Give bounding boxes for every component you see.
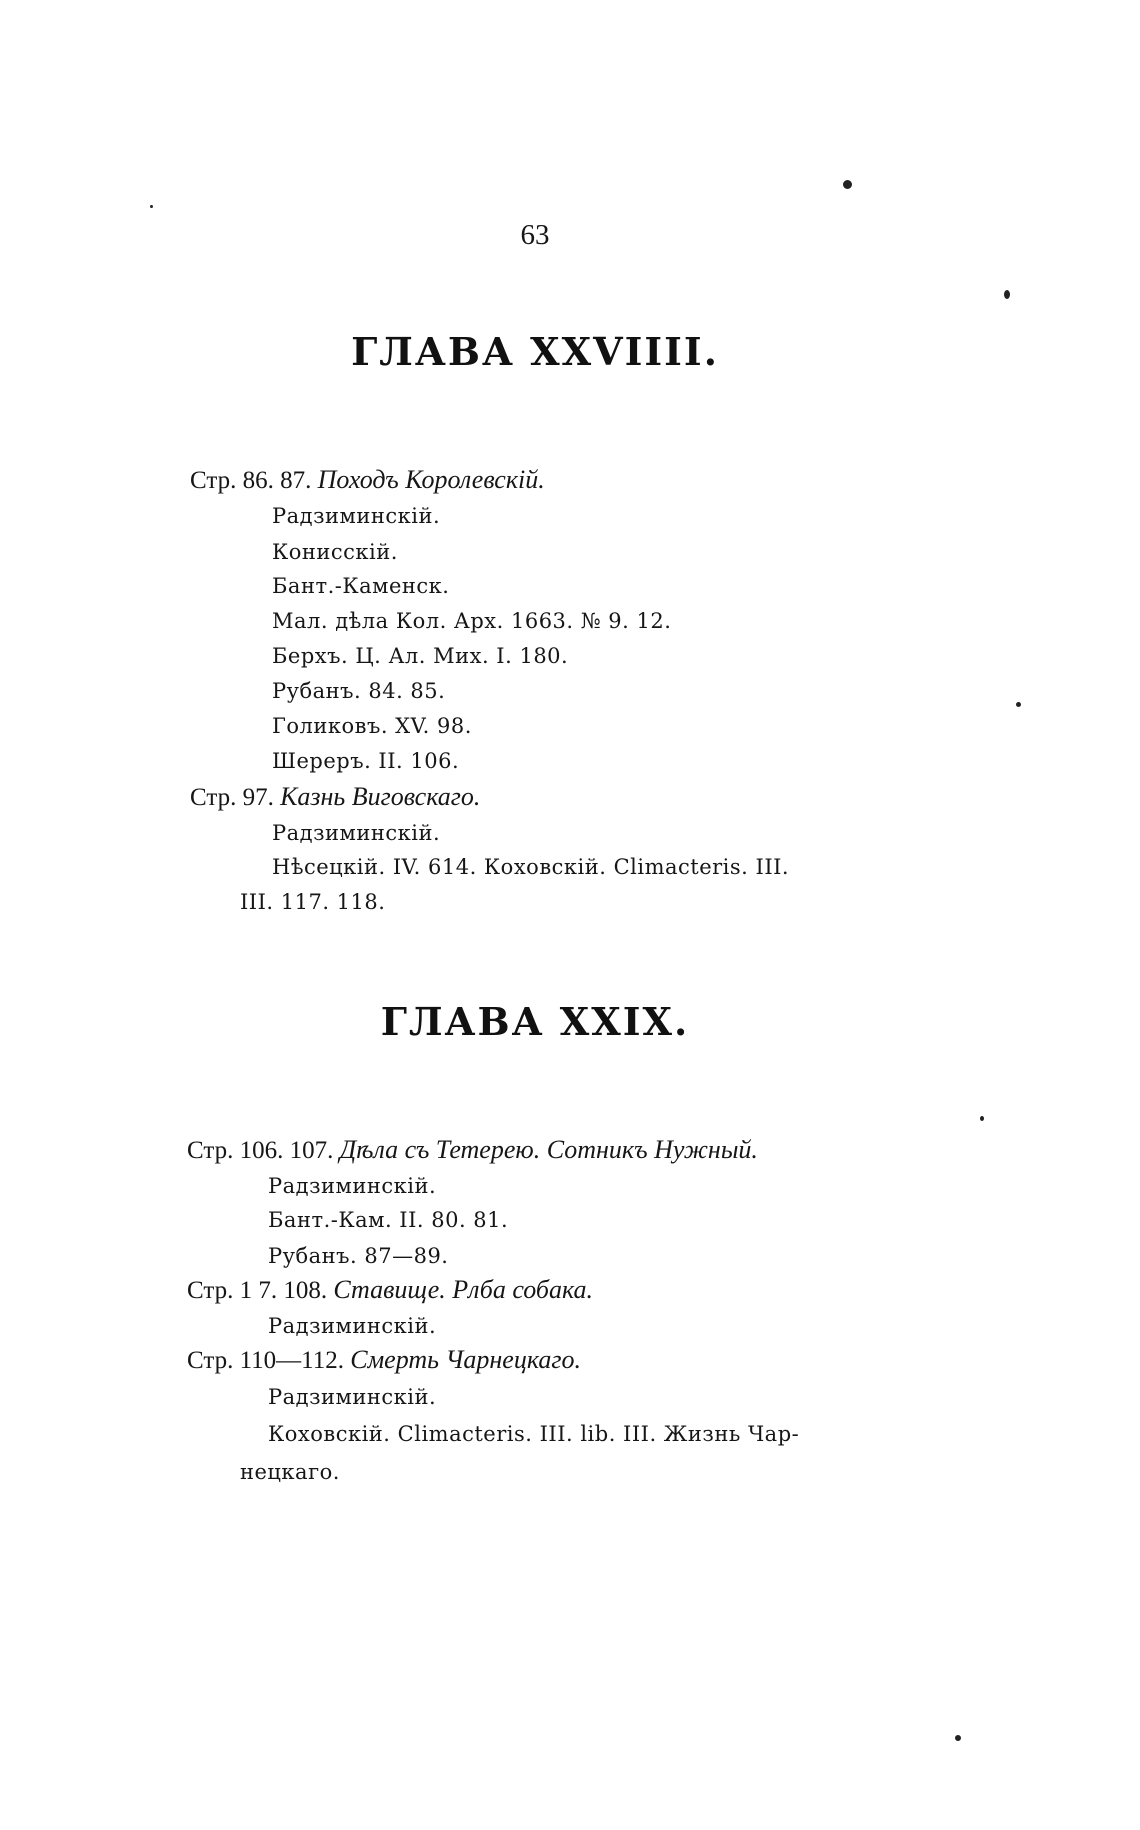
entry-subject: Дѣла съ Тетерею. Сотникъ Нужный. bbox=[339, 1135, 758, 1164]
scan-speck bbox=[955, 1735, 961, 1741]
entry-subject: Казнь Виговскаго. bbox=[280, 782, 481, 811]
entry-text: Бант.-Кам. II. 80. 81. bbox=[268, 1208, 509, 1232]
entry-line bbox=[272, 605, 671, 637]
entry-text: Стр. 1 7. 108. bbox=[187, 1277, 328, 1304]
entry-line bbox=[268, 1418, 799, 1450]
entry-line bbox=[272, 851, 789, 883]
entry-line bbox=[268, 1170, 436, 1202]
entry-text: Мал. дѣла Кол. Арх. 1663. № 9. 12. bbox=[272, 609, 672, 633]
entry-text: Голиковъ. XV. 98. bbox=[272, 714, 472, 738]
entry-text: Рубанъ. 84. 85. bbox=[272, 679, 446, 703]
entry-text: Бант.-Каменск. bbox=[272, 574, 450, 598]
entry-line bbox=[187, 1344, 581, 1377]
entry-line bbox=[187, 1274, 593, 1307]
entry-text: Берхъ. Ц. Ал. Мих. I. 180. bbox=[272, 644, 569, 668]
entry-text: Стр. 97. bbox=[190, 784, 274, 811]
entry-line bbox=[272, 536, 398, 568]
entry-text: Конисскій. bbox=[272, 540, 398, 564]
entry-line bbox=[272, 817, 440, 849]
entry-text: Стр. 110—112. bbox=[187, 1347, 344, 1374]
entry-line bbox=[187, 1134, 758, 1167]
scan-speck bbox=[980, 1116, 984, 1121]
entry-subject: Походъ Королевскій. bbox=[317, 465, 545, 494]
entry-text: Стр. 86. 87. bbox=[190, 467, 312, 494]
entry-line bbox=[268, 1240, 448, 1272]
entry-line bbox=[272, 640, 568, 672]
entry-line bbox=[272, 675, 445, 707]
entry-line bbox=[268, 1310, 436, 1342]
entry-line bbox=[190, 781, 480, 814]
entry-text: Коховскій. Climacteris. III. lib. III. Жизнь Чар- bbox=[268, 1422, 800, 1446]
entry-text: нецкаго. bbox=[240, 1460, 340, 1484]
entry-line bbox=[190, 464, 545, 497]
entry-text: Радзиминскій. bbox=[268, 1385, 437, 1409]
entry-line bbox=[272, 570, 449, 602]
entry-text: Радзиминскій. bbox=[268, 1174, 437, 1198]
entry-text: Радзиминскій. bbox=[272, 504, 441, 528]
page-number: 63 bbox=[520, 219, 550, 251]
entry-text: Радзиминскій. bbox=[272, 821, 441, 845]
entry-text: Рубанъ. 87—89. bbox=[268, 1244, 449, 1268]
entry-subject: Смерть Чарнецкаго. bbox=[350, 1345, 581, 1374]
entry-line bbox=[272, 710, 472, 742]
entry-text: Нѣсецкій. IV. 614. Коховскій. Climacteris. III. bbox=[272, 855, 790, 879]
scan-speck bbox=[1004, 290, 1010, 299]
scan-speck bbox=[150, 205, 153, 208]
entry-line bbox=[240, 1456, 340, 1488]
entry-text: Стр. 106. 107. bbox=[187, 1137, 334, 1164]
entry-subject: Ставище. Рлба собака. bbox=[333, 1275, 593, 1304]
entry-text: Радзиминскій. bbox=[268, 1314, 437, 1338]
entry-line bbox=[268, 1381, 436, 1413]
entry-line bbox=[240, 886, 385, 918]
entry-line bbox=[268, 1204, 508, 1236]
chapter-title: ГЛАВА XXVIIII. bbox=[351, 329, 719, 374]
scan-speck bbox=[843, 180, 852, 189]
chapter-title: ГЛАВА XXIX. bbox=[380, 999, 690, 1044]
entry-text: III. 117. 118. bbox=[240, 890, 386, 914]
entry-line bbox=[272, 745, 459, 777]
scan-speck bbox=[1016, 702, 1021, 707]
entry-text: Шереръ. II. 106. bbox=[272, 749, 460, 773]
entry-line bbox=[272, 500, 440, 532]
